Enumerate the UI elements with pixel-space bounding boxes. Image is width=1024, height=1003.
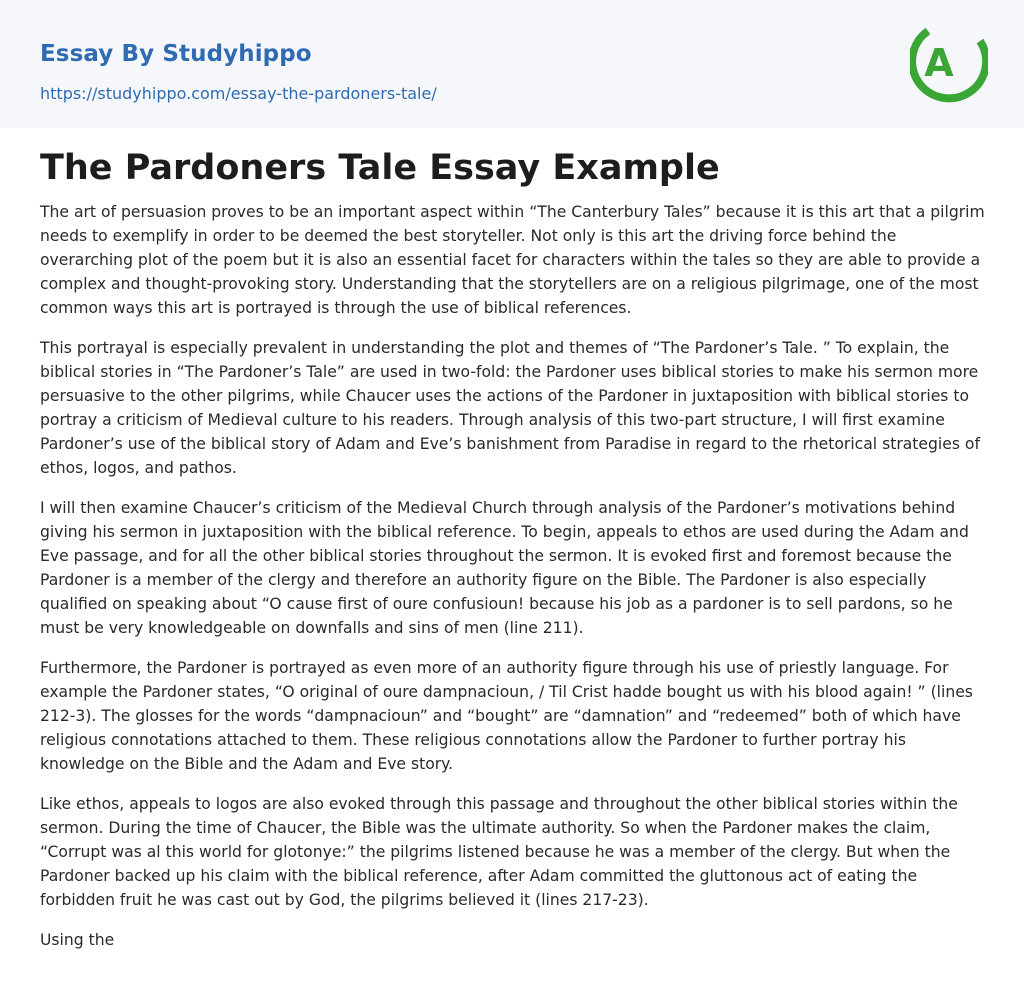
article-body [40,142,988,968]
article-title: The Pardoners Tale Essay Example [40,148,720,188]
article-paragraph-4: Furthermore, the Pardoner is portrayed as even more of an authority figure through his use of priestly language. For example the Pardoner states, “O original of oure dampnacioun, / Til Crist hadde bought us with his blood again! ” (lines 212-3). The glosses for the words “dampnacioun” and “bought” are “damnation” and “redeemed” both of which have religious connotations attached to them. These religious connotations allow the Pardoner to further portray his knowledge on the Bible and the Adam and Eve story. [40,659,973,773]
article-paragraph-5: Like ethos, appeals to logos are also evoked through this passage and throughout the other biblical stories within the sermon. During the time of Chaucer, the Bible was the ultimate authority. So when the Pardoner makes the claim, “Corrupt was al this world for glotonye:” the pilgrims listened because he was a member of the clergy. But when the Pardoner backed up his claim with the biblical reference, after Adam committed the gluttonous act of eating the forbidden fruit he was cast out by God, the pilgrims believed it (lines 217-23). [40,795,958,909]
article-paragraph-6: Using the [40,931,115,949]
article-paragraph-1: The art of persuasion proves to be an important aspect within “The Canterbury Tales” because it is this art that a pilgrim needs to exemplify in order to be deemed the best storyteller. Not only is this art the driving force behind the overarching plot of the poem but it is also an essential facet for characters within the tales so they are able to provide a complex and thought-provoking story. Understanding that the storytellers are on a religious pilgrimage, one of the most common ways this art is portrayed is through the use of biblical references. [40,203,985,317]
article-paragraph-3: I will then examine Chaucer’s criticism of the Medieval Church through analysis of the Pardoner’s motivations behind giving his sermon in juxtaposition with the biblical reference. To begin, appeals to ethos are used during the Adam and Eve passage, and for all the other biblical stories throughout the sermon. It is evoked first and foremost because the Pardoner is a member of the clergy and therefore an authority figure on the Bible. The Pardoner is also especially qualified on speaking about “O cause first of oure confusioun! because his job as a pardoner is to sell pardons, so he must be very knowledgeable on downfalls and sins of men (line 211). [40,499,969,637]
page-url-link[interactable]: https://studyhippo.com/essay-the-pardoners-tale/ [40,84,437,103]
studyhippo-logo-icon[interactable] [910,18,988,106]
site-header [0,0,1024,128]
article-paragraph-2: This portrayal is especially prevalent in understanding the plot and themes of “The Pardoner’s Tale. ” To explain, the biblical stories in “The Pardoner’s Tale” are used in two-fold: the Pardoner uses biblical stories to make his sermon more persuasive to the other pilgrims, while Chaucer uses the actions of the Pardoner in juxtaposition with biblical stories to portray a criticism of Medieval culture to his readers. Through analysis of this two-part structure, I will first examine Pardoner’s use of the biblical story of Adam and Eve’s banishment from Paradise in regard to the rhetorical strategies of ethos, logos, and pathos. [40,339,980,477]
site-brand[interactable]: Essay By Studyhippo [40,41,312,67]
logo-letter: A [924,41,954,85]
